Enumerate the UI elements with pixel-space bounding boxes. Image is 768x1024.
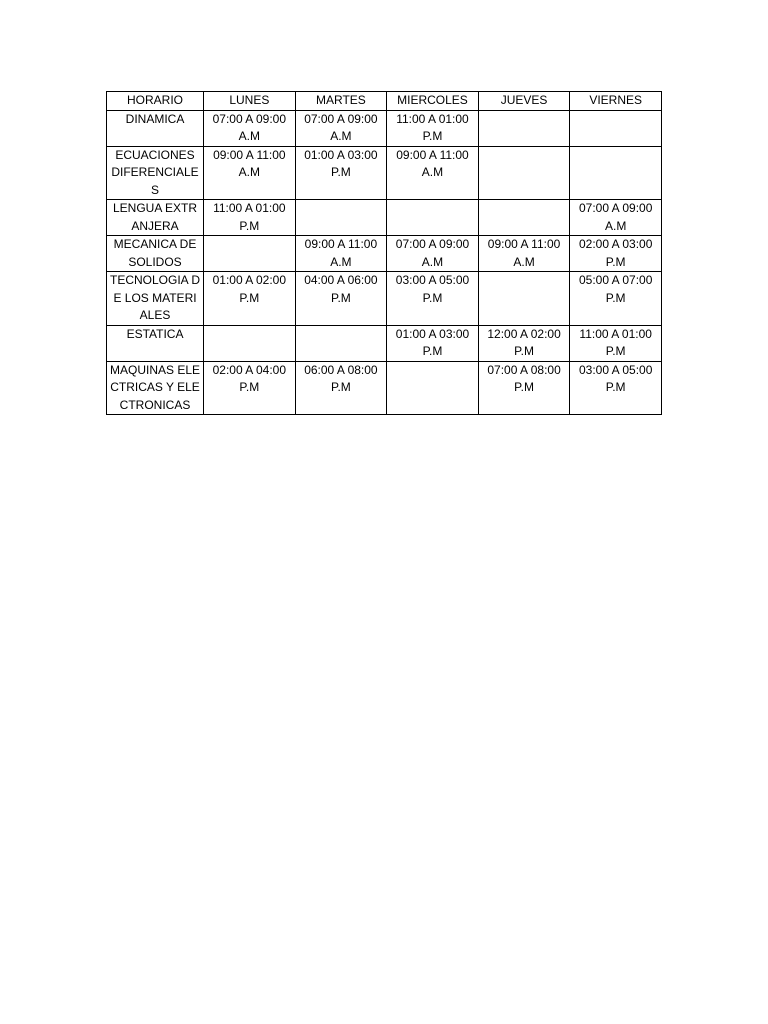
header-viernes: VIERNES xyxy=(570,92,662,111)
schedule-cell xyxy=(295,200,387,236)
schedule-cell xyxy=(478,146,570,200)
schedule-cell: 07:00 A 08:00 P.M xyxy=(478,361,570,415)
header-miercoles: MIERCOLES xyxy=(387,92,479,111)
schedule-cell: 07:00 A 09:00 A.M xyxy=(387,236,479,272)
header-horario: HORARIO xyxy=(107,92,204,111)
subject-cell: LENGUA EXTRANJERA xyxy=(107,200,204,236)
schedule-cell: 09:00 A 11:00 A.M xyxy=(478,236,570,272)
schedule-cell xyxy=(478,110,570,146)
table-row xyxy=(107,361,662,415)
schedule-cell: 01:00 A 02:00 P.M xyxy=(204,272,296,326)
subject-cell: TECNOLOGIA DE LOS MATERIALES xyxy=(107,272,204,326)
header-row xyxy=(107,92,662,111)
schedule-cell xyxy=(570,110,662,146)
schedule-cell: 07:00 A 09:00 A.M xyxy=(204,110,296,146)
subject-cell: MAQUINAS ELECTRICAS Y ELECTRONICAS xyxy=(107,361,204,415)
schedule-cell xyxy=(387,361,479,415)
table-row xyxy=(107,146,662,200)
schedule-cell: 03:00 A 05:00 P.M xyxy=(570,361,662,415)
schedule-cell: 07:00 A 09:00 A.M xyxy=(570,200,662,236)
schedule-cell: 01:00 A 03:00 P.M xyxy=(295,146,387,200)
subject-cell: ESTATICA xyxy=(107,325,204,361)
schedule-cell xyxy=(204,325,296,361)
schedule-cell: 01:00 A 03:00 P.M xyxy=(387,325,479,361)
subject-cell: DINAMICA xyxy=(107,110,204,146)
schedule-cell xyxy=(387,200,479,236)
table-row xyxy=(107,236,662,272)
subject-cell: MECANICA DE SOLIDOS xyxy=(107,236,204,272)
schedule-cell xyxy=(478,272,570,326)
schedule-cell: 02:00 A 03:00 P.M xyxy=(570,236,662,272)
schedule-cell: 09:00 A 11:00 A.M xyxy=(295,236,387,272)
schedule-cell: 09:00 A 11:00 A.M xyxy=(204,146,296,200)
header-jueves: JUEVES xyxy=(478,92,570,111)
schedule-cell: 09:00 A 11:00 A.M xyxy=(387,146,479,200)
table-row xyxy=(107,272,662,326)
schedule-cell: 07:00 A 09:00 A.M xyxy=(295,110,387,146)
schedule-cell: 11:00 A 01:00 P.M xyxy=(387,110,479,146)
schedule-cell: 12:00 A 02:00 P.M xyxy=(478,325,570,361)
table-row xyxy=(107,325,662,361)
header-martes: MARTES xyxy=(295,92,387,111)
table-row xyxy=(107,200,662,236)
schedule-cell xyxy=(570,146,662,200)
subject-cell: ECUACIONES DIFERENCIALES xyxy=(107,146,204,200)
schedule-cell xyxy=(295,325,387,361)
schedule-table xyxy=(106,91,662,415)
schedule-cell: 03:00 A 05:00 P.M xyxy=(387,272,479,326)
schedule-cell: 05:00 A 07:00 P.M xyxy=(570,272,662,326)
table-row xyxy=(107,110,662,146)
schedule-cell: 06:00 A 08:00 P.M xyxy=(295,361,387,415)
schedule-cell: 04:00 A 06:00 P.M xyxy=(295,272,387,326)
schedule-cell: 11:00 A 01:00 P.M xyxy=(204,200,296,236)
schedule-cell: 02:00 A 04:00 P.M xyxy=(204,361,296,415)
header-lunes: LUNES xyxy=(204,92,296,111)
schedule-cell xyxy=(478,200,570,236)
schedule-cell: 11:00 A 01:00 P.M xyxy=(570,325,662,361)
schedule-cell xyxy=(204,236,296,272)
